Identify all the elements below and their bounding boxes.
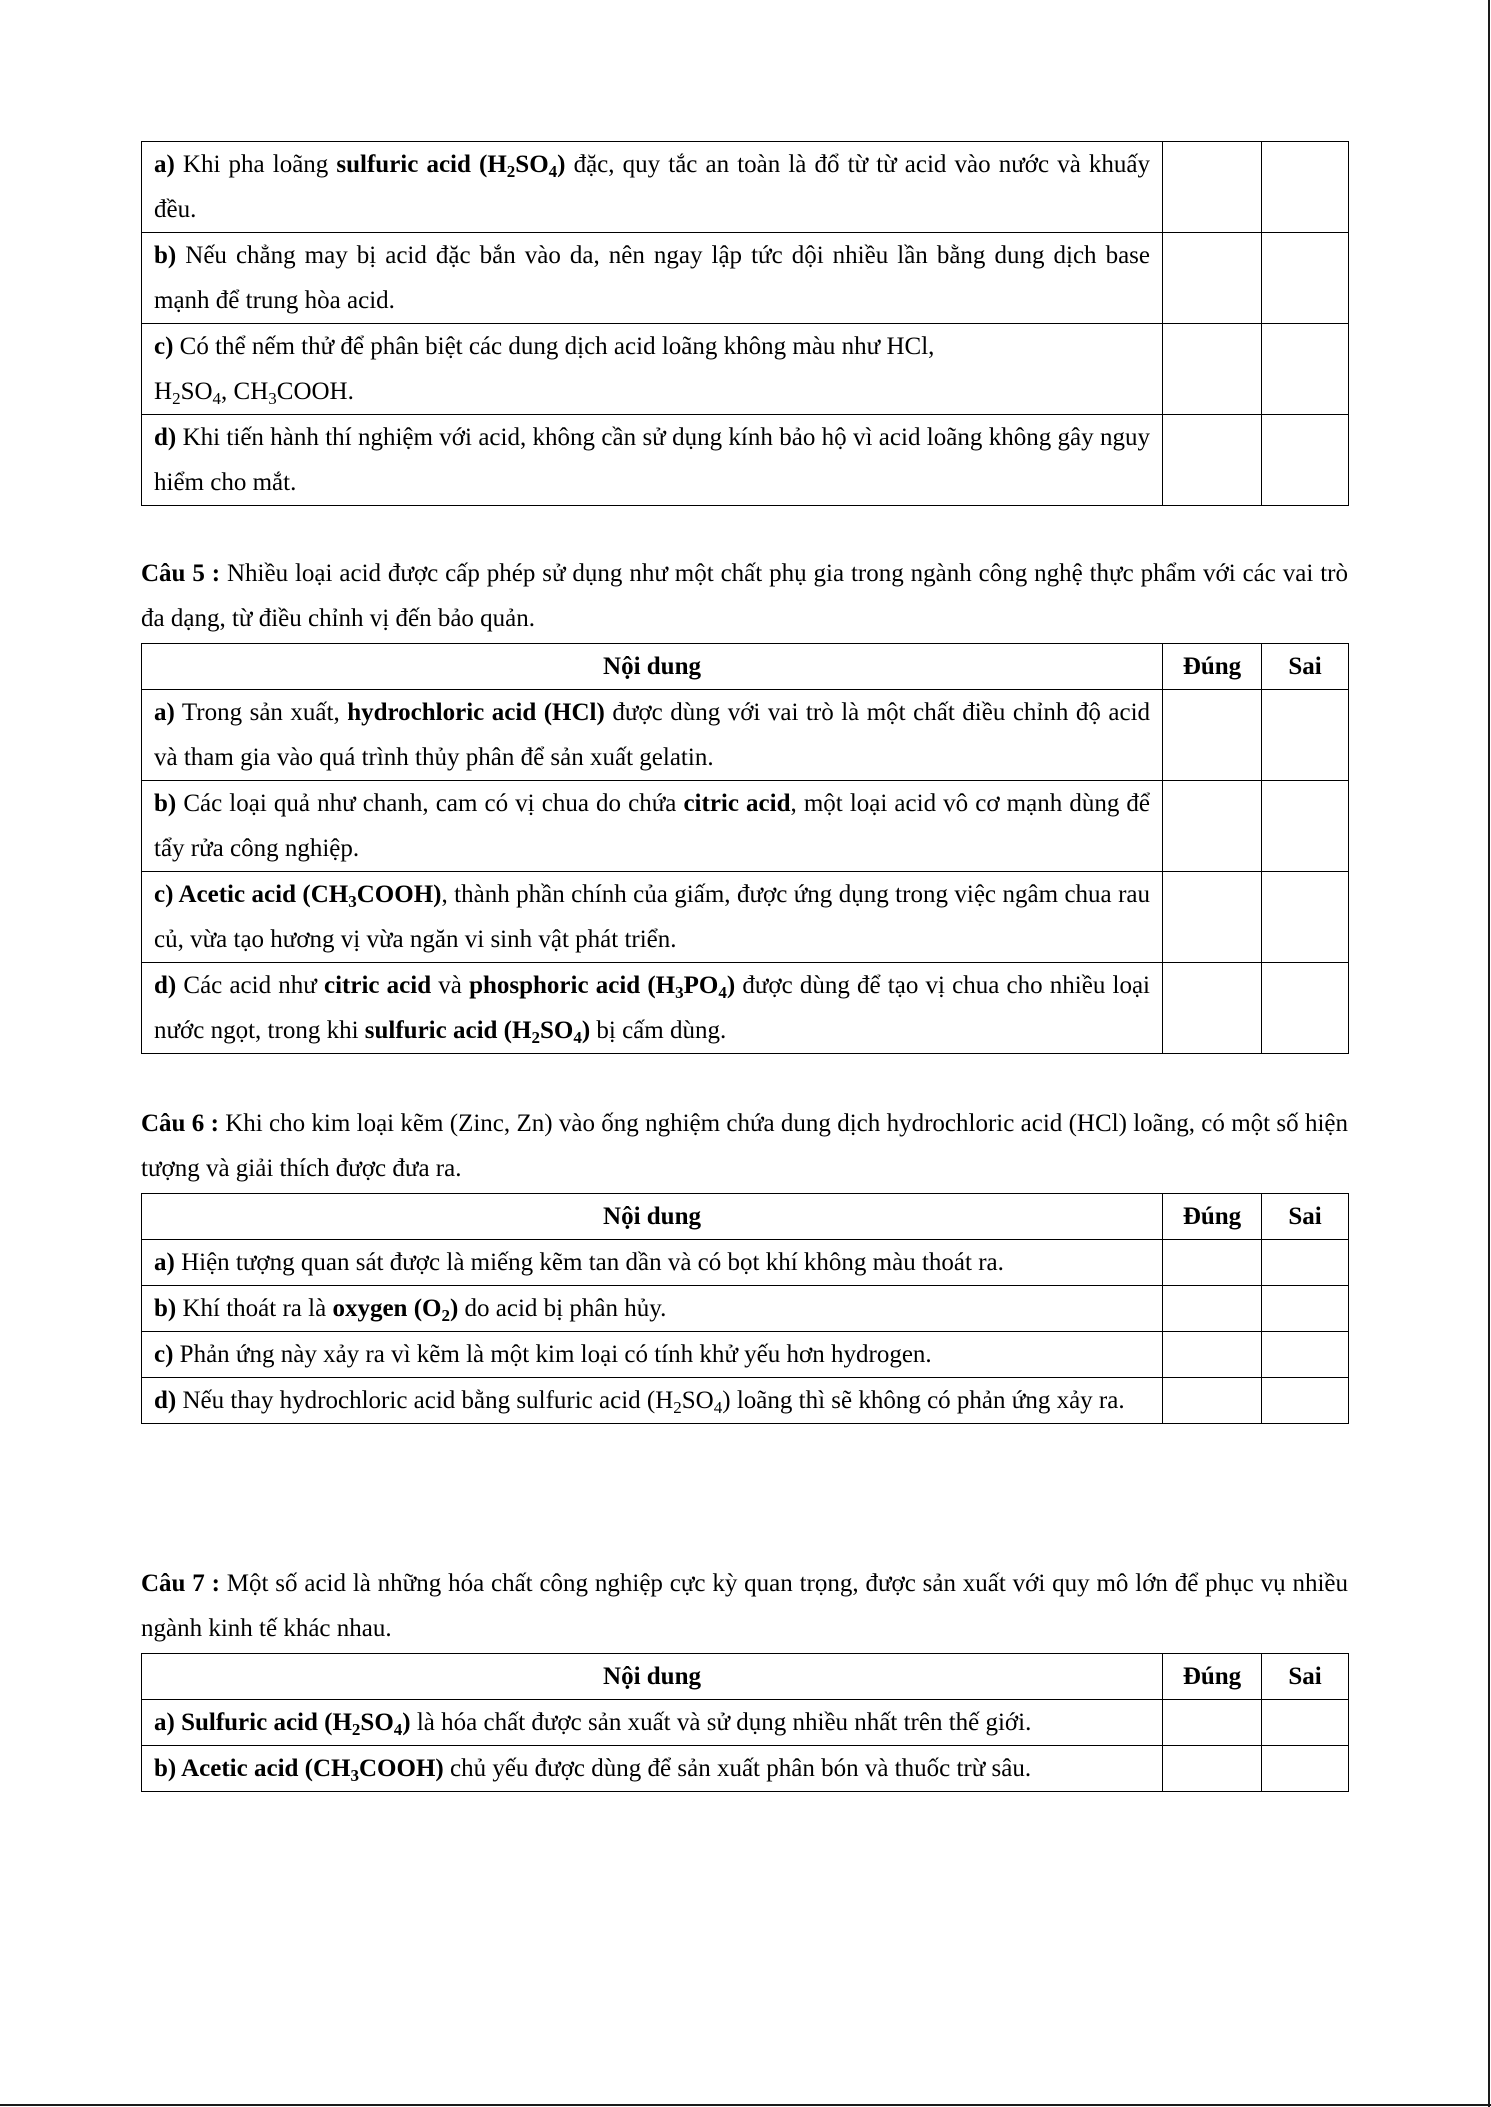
row-content: b) Nếu chẳng may bị acid đặc bắn vào da, nên ngay lập tức dội nhiều lần bằng dung dịch base mạnh để trung hòa acid.	[142, 233, 1163, 324]
question-6-text: Câu 6 : Khi cho kim loại kẽm (Zinc, Zn) vào ống nghiệm chứa dung dịch hydrochloric acid (HCl) loãng, có một số hiện tượng và giải thích được đưa ra.	[141, 1110, 1348, 1182]
false-cell[interactable]	[1262, 233, 1349, 324]
row-content: b) Khí thoát ra là oxygen $(O_2)$ do acid bị phân hủy.	[142, 1286, 1163, 1332]
false-cell[interactable]	[1262, 415, 1349, 506]
row-content: d) Các acid như citric acid và phosphoric acid $(H_3PO_4)$ được dùng để tạo vị chua cho nhiều loại nước ngọt, trong khi sulfuric acid $(H_2SO_4)$ bị cấm dùng.	[142, 963, 1163, 1054]
true-cell[interactable]	[1163, 233, 1262, 324]
table-header-row	[142, 644, 1349, 690]
row-content: b) Acetic acid $(CH_3COOH)$ chủ yếu được dùng để sản xuất phân bón và thuốc trừ sâu.	[142, 1746, 1163, 1792]
false-cell[interactable]	[1262, 1332, 1349, 1378]
false-cell[interactable]	[1262, 142, 1349, 233]
false-cell[interactable]	[1262, 324, 1349, 415]
false-cell[interactable]	[1262, 963, 1349, 1054]
row-content: a) Khi pha loãng sulfuric acid $(H_2SO_4)$ đặc, quy tắc an toàn là đổ từ từ acid vào nước và khuấy đều.	[142, 142, 1163, 233]
true-cell[interactable]	[1163, 1332, 1262, 1378]
question-6-table	[141, 1193, 1348, 1424]
true-cell[interactable]	[1163, 1378, 1262, 1424]
row-content: a) Hiện tượng quan sát được là miếng kẽm tan dần và có bọt khí không màu thoát ra.	[142, 1240, 1163, 1286]
question-5-table	[141, 643, 1348, 1054]
true-cell[interactable]	[1163, 324, 1262, 415]
row-content: c) Phản ứng này xảy ra vì kẽm là một kim loại có tính khử yếu hơn hydrogen.	[142, 1332, 1163, 1378]
header-false: Sai	[1262, 644, 1349, 690]
table-row	[142, 1378, 1349, 1424]
table-row	[142, 415, 1349, 506]
question-7-table	[141, 1653, 1348, 1792]
true-cell[interactable]	[1163, 690, 1262, 781]
false-cell[interactable]	[1262, 1286, 1349, 1332]
page-right-edge	[1488, 0, 1490, 2107]
false-cell[interactable]	[1262, 690, 1349, 781]
true-cell[interactable]	[1163, 1240, 1262, 1286]
row-content: a) Trong sản xuất, hydrochloric acid (HCl) được dùng với vai trò là một chất điều chỉnh độ acid và tham gia vào quá trình thủy phân để sản xuất gelatin.	[142, 690, 1163, 781]
header-content: Nội dung	[142, 1194, 1163, 1240]
row-content: c) Acetic acid $(CH_3COOH)$, thành phần chính của giấm, được ứng dụng trong việc ngâm chua rau củ, vừa tạo hương vị vừa ngăn vi sinh vật phát triển.	[142, 872, 1163, 963]
header-false: Sai	[1262, 1654, 1349, 1700]
true-cell[interactable]	[1163, 1286, 1262, 1332]
header-true: Đúng	[1163, 1194, 1262, 1240]
table-row	[142, 1240, 1349, 1286]
true-cell[interactable]	[1163, 872, 1262, 963]
false-cell[interactable]	[1262, 1746, 1349, 1792]
row-content: b) Các loại quả như chanh, cam có vị chua do chứa citric acid, một loại acid vô cơ mạnh dùng để tẩy rửa công nghiệp.	[142, 781, 1163, 872]
table-row	[142, 142, 1349, 233]
true-cell[interactable]	[1163, 781, 1262, 872]
table-prev-question	[141, 141, 1348, 506]
false-cell[interactable]	[1262, 781, 1349, 872]
question-7-text: Câu 7 : Một số acid là những hóa chất công nghiệp cực kỳ quan trọng, được sản xuất với quy mô lớn để phục vụ nhiều ngành kinh tế khác nhau.	[141, 1570, 1348, 1642]
header-content: Nội dung	[142, 1654, 1163, 1700]
header-content: Nội dung	[142, 644, 1163, 690]
table-row	[142, 233, 1349, 324]
table-row	[142, 1746, 1349, 1792]
table-header-row	[142, 1654, 1349, 1700]
row-content: a) Sulfuric acid $(H_2SO_4)$ là hóa chất được sản xuất và sử dụng nhiều nhất trên thế giới.	[142, 1700, 1163, 1746]
page-bottom-edge	[0, 2104, 1491, 2106]
row-content: c) Có thể nếm thử để phân biệt các dung dịch acid loãng không màu như HCl, $H_2SO_4$, $CH_3COOH$.	[142, 324, 1163, 415]
false-cell[interactable]	[1262, 1700, 1349, 1746]
table-row	[142, 690, 1349, 781]
table-row	[142, 1286, 1349, 1332]
true-cell[interactable]	[1163, 1746, 1262, 1792]
table-row	[142, 963, 1349, 1054]
row-content: d) Khi tiến hành thí nghiệm với acid, không cần sử dụng kính bảo hộ vì acid loãng không gây nguy hiểm cho mắt.	[142, 415, 1163, 506]
header-false: Sai	[1262, 1194, 1349, 1240]
question-5-text: Câu 5 : Nhiều loại acid được cấp phép sử dụng như một chất phụ gia trong ngành công nghệ thực phẩm với các vai trò đa dạng, từ điều chỉnh vị đến bảo quản.	[141, 560, 1348, 632]
row-content: d) Nếu thay hydrochloric acid bằng sulfuric acid $(H_2SO_4)$ loãng thì sẽ không có phản ứng xảy ra.	[142, 1378, 1163, 1424]
false-cell[interactable]	[1262, 1240, 1349, 1286]
true-cell[interactable]	[1163, 142, 1262, 233]
true-cell[interactable]	[1163, 1700, 1262, 1746]
header-true: Đúng	[1163, 644, 1262, 690]
table-row	[142, 1332, 1349, 1378]
table-header-row	[142, 1194, 1349, 1240]
false-cell[interactable]	[1262, 1378, 1349, 1424]
table-row	[142, 781, 1349, 872]
table-row	[142, 324, 1349, 415]
table-row	[142, 872, 1349, 963]
true-cell[interactable]	[1163, 415, 1262, 506]
true-cell[interactable]	[1163, 963, 1262, 1054]
false-cell[interactable]	[1262, 872, 1349, 963]
table-row	[142, 1700, 1349, 1746]
header-true: Đúng	[1163, 1654, 1262, 1700]
